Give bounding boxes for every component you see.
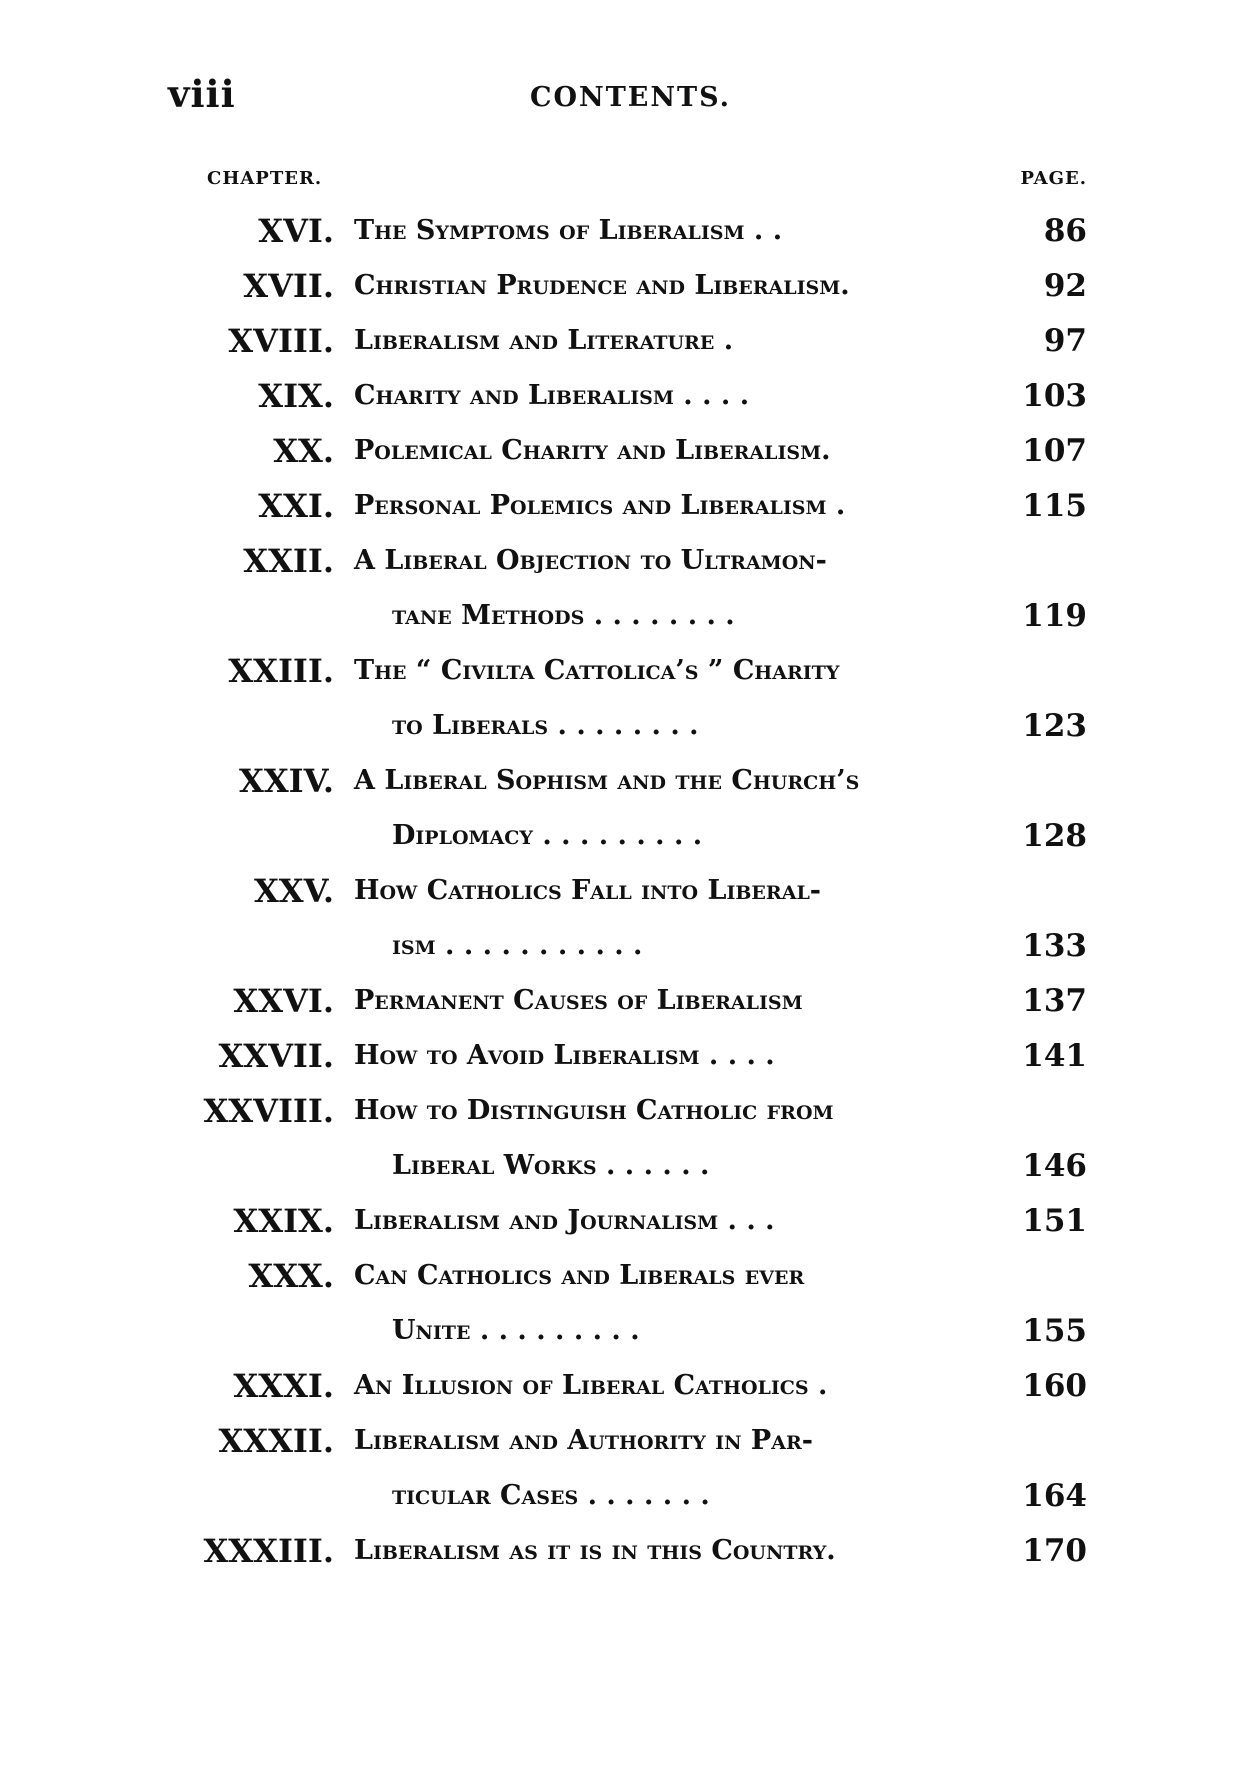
page-number: 164 [1022,1478,1087,1514]
toc-entry-continuation [0,700,1259,755]
page-number: 92 [1043,268,1087,304]
chapter-number: XXVII. [218,1037,334,1075]
toc-entry [0,755,1259,810]
toc-entry [0,975,1259,1030]
chapter-number: XXIX. [233,1202,334,1240]
chapter-number: XXX. [248,1257,334,1295]
toc-entry [0,1525,1259,1580]
page-number: 107 [1022,433,1087,469]
chapter-title: Unite . . . . . . . . . [392,1315,640,1346]
toc-entry [0,1030,1259,1085]
page-number: 146 [1022,1148,1087,1184]
toc-entry [0,370,1259,425]
chapter-number: XXXII. [218,1422,334,1460]
toc-entry [0,315,1259,370]
chapter-number: XXIV. [239,762,334,800]
toc-entry [0,205,1259,260]
chapter-title: A Liberal Objection to Ultramon- [354,545,827,576]
toc-entry-continuation [0,590,1259,645]
chapter-title: ism . . . . . . . . . . . [392,930,643,961]
toc-entry [0,865,1259,920]
chapter-title: Permanent Causes of Liberalism [354,985,803,1016]
chapter-number: XXVI. [233,982,334,1020]
toc-entry [0,1085,1259,1140]
chapter-number: XVII. [243,267,334,305]
page-number: 137 [1022,983,1087,1019]
chapter-number: XXVIII. [203,1092,334,1130]
toc-entry [0,260,1259,315]
chapter-number: XX. [273,432,334,470]
toc-entry [0,480,1259,535]
page-number: 123 [1022,708,1087,744]
chapter-title: How to Distinguish Catholic from [354,1095,834,1126]
chapter-number: XIX. [258,377,334,415]
chapter-title: Christian Prudence and Liberalism. [354,270,850,301]
toc-entry [0,645,1259,700]
chapter-title: Liberalism and Journalism . . . [354,1205,775,1236]
chapter-title: The “ Civilta Cattolica’s ” Charity [354,655,840,686]
chapter-title: Liberalism and Literature . [354,325,734,356]
toc-entry-continuation [0,920,1259,975]
chapter-column-heading: CHAPTER. [207,168,323,189]
page-number: 155 [1022,1313,1087,1349]
toc-entry [0,1360,1259,1415]
chapter-title: tane Methods . . . . . . . . [392,600,735,631]
chapter-title: An Illusion of Liberal Catholics . [354,1370,828,1401]
chapter-number: XXIII. [228,652,334,690]
page-number: 115 [1022,488,1087,524]
chapter-number: XXXI. [233,1367,334,1405]
toc-entry [0,1195,1259,1250]
page-number: 97 [1043,323,1087,359]
toc-entry [0,425,1259,480]
chapter-title: The Symptoms of Liberalism . . [354,215,783,246]
chapter-title: Charity and Liberalism . . . . [354,380,750,411]
chapter-title: ticular Cases . . . . . . . [392,1480,710,1511]
chapter-number: XVIII. [228,322,334,360]
toc-entry-continuation [0,810,1259,865]
toc-entry [0,1250,1259,1305]
page-number: 128 [1022,818,1087,854]
chapter-title: Personal Polemics and Liberalism . [354,490,846,521]
chapter-title: How to Avoid Liberalism . . . . [354,1040,775,1071]
chapter-number: XVI. [258,212,334,250]
chapter-number: XXV. [253,872,334,910]
table-of-contents [0,205,1259,1580]
toc-entry-continuation [0,1470,1259,1525]
chapter-title: to Liberals . . . . . . . . [392,710,699,741]
toc-entry [0,535,1259,590]
toc-entry-continuation [0,1305,1259,1360]
page-number: 86 [1043,213,1087,249]
chapter-title: Polemical Charity and Liberalism. [354,435,831,466]
page-number: 133 [1022,928,1087,964]
page-number: 170 [1022,1533,1087,1569]
chapter-title: Diplomacy . . . . . . . . . [392,820,703,851]
folio-number: viii [168,72,236,116]
running-title: CONTENTS. [530,82,732,113]
chapter-number: XXXIII. [203,1532,334,1570]
page-number: 103 [1022,378,1087,414]
page-number: 151 [1022,1203,1087,1239]
chapter-title: How Catholics Fall into Liberal- [354,875,822,906]
page-column-heading: PAGE. [1020,168,1087,189]
page-number: 119 [1022,598,1087,634]
toc-entry-continuation [0,1140,1259,1195]
chapter-number: XXI. [258,487,334,525]
chapter-title: Liberalism and Authority in Par- [354,1425,813,1456]
toc-entry [0,1415,1259,1470]
chapter-number: XXII. [243,542,334,580]
chapter-title: Liberal Works . . . . . . [392,1150,710,1181]
page-header [168,72,1088,122]
chapter-title: Liberalism as it is in this Country. [354,1535,836,1566]
chapter-title: Can Catholics and Liberals ever [354,1260,805,1291]
page-number: 160 [1022,1368,1087,1404]
page-number: 141 [1022,1038,1087,1074]
chapter-title: A Liberal Sophism and the Church’s [354,765,860,796]
